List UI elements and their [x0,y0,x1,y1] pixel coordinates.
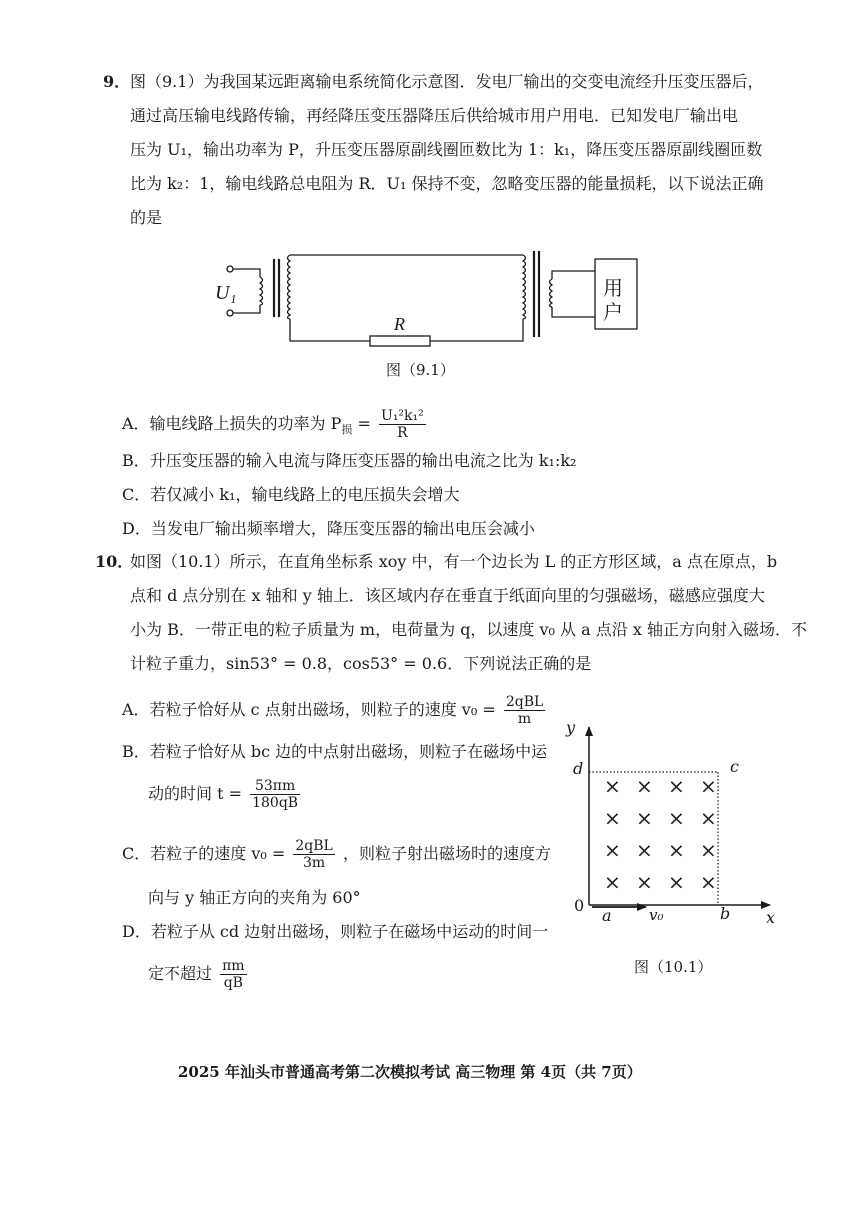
figure-9-1-u1-label: U₁ [215,282,237,304]
figure-9-1-user-label-2: 户 [603,300,623,324]
field-mark-cross: × [636,870,653,894]
question-10-option-d-line-1: D．若粒子从 cd 边射出磁场，则粒子在磁场中运动的时间一 [122,922,549,941]
field-mark-cross: × [700,774,717,798]
question-9-option-b: B．升压变压器的输入电流与降压变压器的输出电流之比为 k₁:k₂ [122,451,577,470]
option-a-numerator: U₁²k₁² [381,408,424,424]
field-mark-cross: × [604,774,621,798]
question-9-option-a [122,406,429,448]
field-mark-cross: × [668,806,685,830]
option-a-prefix: A．输电线路上损失的功率为 P [122,414,342,433]
question-10-option-c-line-2: 向与 y 轴正方向的夹角为 60° [148,888,361,907]
point-c-label: c [730,757,739,776]
question-9-line-5: 的是 [130,208,163,227]
figure-9-1-r-label: R [394,314,405,334]
field-mark-cross: × [636,774,653,798]
question-10-option-d-line-2 [148,956,250,992]
q10-option-b-denominator: 180qB [252,795,299,811]
field-mark-cross: × [700,806,717,830]
question-10-line-1: 如图（10.1）所示，在直角坐标系 xoy 中，有一个边长为 L 的正方形区域，a 点在原点，b [130,552,778,571]
q10-option-b-numerator: 53πm [250,778,300,795]
question-10-line-4: 计粒子重力，sin53° = 0.8，cos53° = 0.6．下列说法正确的是 [130,654,592,673]
question-9-line-3: 压为 U₁，输出功率为 P，升压变压器原副线圈匝数比为 1：k₁，降压变压器原副线圈匝数 [130,140,763,159]
q10-option-c-tail: ，则粒子射出磁场时的速度方 [342,844,551,863]
question-9-line-1: 图（9.1）为我国某远距离输电系统简化示意图．发电厂输出的交变电流经升压变压器后， [130,72,764,91]
figure-9-1-user-label-1: 用 [603,276,623,300]
option-a-eq: = [352,414,371,433]
question-10-option-b-line-1: B．若粒子恰好从 bc 边的中点射出磁场，则粒子在磁场中运 [122,742,548,761]
figure-10-1-caption: 图（10.1） [634,958,713,976]
field-mark-cross: × [700,838,717,862]
q10-option-d-denominator: qB [223,975,243,991]
magnetic-field-marks [604,774,717,894]
y-axis-label: y [566,718,576,737]
field-mark-cross: × [636,806,653,830]
field-mark-cross: × [668,870,685,894]
field-mark-cross: × [700,870,717,894]
point-a-label: a [602,906,612,925]
question-10-line-2: 点和 d 点分别在 x 轴和 y 轴上．该区域内存在垂直于纸面向里的匀强磁场，磁感应强度大 [130,586,765,605]
field-mark-cross: × [636,838,653,862]
question-9-line-4: 比为 k₂：1，输电线路总电阻为 R．U₁ 保持不变，忽略变压器的能量损耗，以下说法正确 [130,174,764,193]
q10-option-a-denominator: m [517,711,532,727]
point-b-label: b [720,904,731,923]
question-9-line-2: 通过高压输电线路传输，再经降压变压器降压后供给城市用户用电．已知发电厂输出电 [130,106,739,125]
question-10-number: 10． [95,552,134,571]
q10-option-a-text: A．若粒子恰好从 c 点射出磁场，则粒子的速度 v₀ = [122,700,496,719]
page-footer: 2025 年汕头市普通高考第二次模拟考试 高三物理 第 4页（共 7页） [178,1063,642,1081]
q10-option-d-text: 定不超过 [148,964,213,983]
field-mark-cross: × [604,838,621,862]
field-mark-cross: × [604,806,621,830]
point-d-label: d [573,759,584,778]
field-mark-cross: × [604,870,621,894]
question-9-option-d: D．当发电厂输出频率增大，降压变压器的输出电压会减小 [122,519,535,538]
figure-9-1-caption: 图（9.1） [386,361,455,379]
figure-9-1-circuit [200,245,650,355]
option-a-denominator: R [397,425,408,441]
velocity-label: v₀ [649,906,664,924]
question-9-number: 9． [103,72,131,91]
question-10-option-b-line-2 [148,776,303,812]
option-a-subscript: 损 [341,423,353,437]
question-10-option-a [122,692,548,728]
figure-10-1-coordinate-diagram [560,715,790,925]
field-mark-cross: × [668,838,685,862]
q10-option-c-text: C．若粒子的速度 v₀ = [122,844,286,863]
question-9-option-c: C．若仅减小 k₁，输电线路上的电压损失会增大 [122,485,460,504]
q10-option-c-numerator: 2qBL [295,838,333,854]
origin-label: 0 [574,896,585,915]
field-mark-cross: × [668,774,685,798]
x-axis-label: x [766,908,776,927]
q10-option-c-denominator: 3m [303,855,326,871]
q10-option-b-text: 动的时间 t = [148,784,243,803]
q10-option-a-numerator: 2qBL [505,694,544,710]
q10-option-d-numerator: πm [222,958,245,974]
question-10-line-3: 小为 B．一带正电的粒子质量为 m，电荷量为 q，以速度 v₀ 从 a 点沿 x 轴正方向射入磁场．不 [130,620,807,639]
question-10-option-c-line-1 [122,836,551,872]
